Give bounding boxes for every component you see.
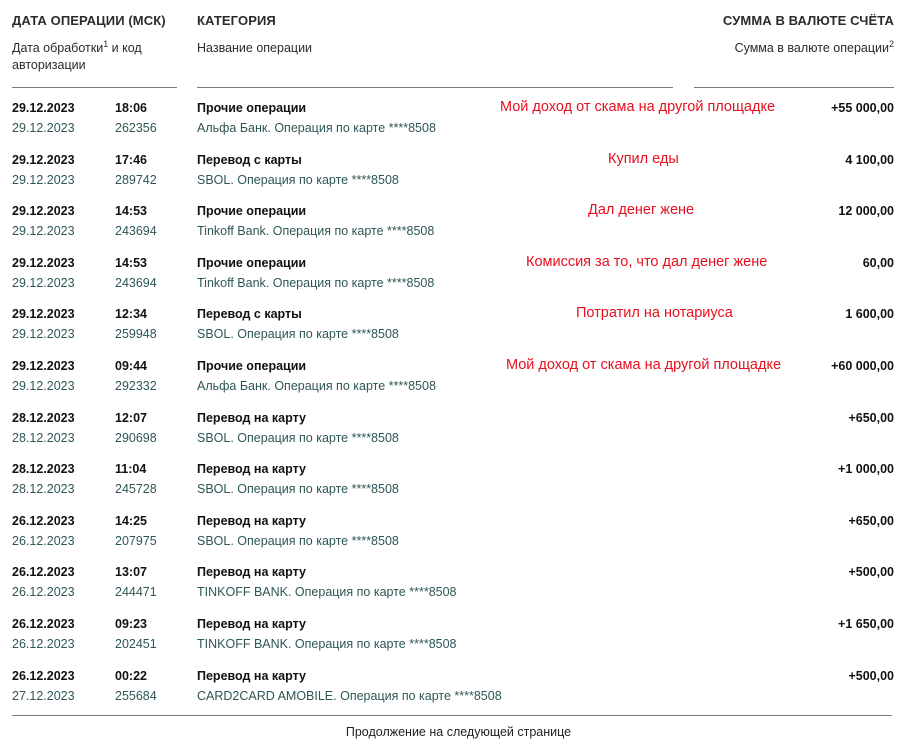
transaction-description: Tinkoff Bank. Операция по карте ****8508	[197, 275, 435, 290]
transaction-description: SBOL. Операция по карте ****8508	[197, 430, 399, 445]
transaction-date: 29.12.2023	[12, 152, 75, 167]
auth-code: 207975	[115, 533, 157, 548]
auth-code: 290698	[115, 430, 157, 445]
transaction-date: 29.12.2023	[12, 307, 75, 322]
table-row	[0, 253, 917, 308]
transaction-description: TINKOFF BANK. Операция по карте ****8508	[197, 585, 457, 600]
processing-date: 29.12.2023	[12, 327, 75, 342]
transaction-amount: 4 100,00	[845, 152, 894, 167]
transaction-amount: 12 000,00	[838, 204, 894, 219]
transaction-date: 29.12.2023	[12, 101, 75, 115]
subheader-amount-text: Сумма в валюте операции	[734, 41, 889, 55]
processing-date: 28.12.2023	[12, 430, 75, 445]
transaction-category: Прочие операции	[197, 204, 307, 219]
transaction-date: 29.12.2023	[12, 359, 75, 373]
transaction-time: 14:25	[115, 513, 147, 528]
column-header-category: КАТЕГОРИЯ	[197, 13, 276, 28]
processing-date: 26.12.2023	[12, 637, 75, 651]
transaction-description: Альфа Банк. Операция по карте ****8508	[197, 121, 436, 135]
transaction-description: CARD2CARD AMOBILE. Операция по карте ****8508	[197, 688, 502, 703]
footnote-marker-2: 2	[888, 38, 894, 49]
subheader-category: Название операции	[197, 41, 313, 55]
transaction-date: 26.12.2023	[12, 513, 75, 528]
footnote-marker-1: 1	[103, 38, 109, 49]
transaction-category: Перевод на карту	[197, 410, 306, 425]
table-row	[0, 307, 917, 359]
transaction-category: Прочие операции	[197, 101, 307, 115]
transaction-description: Альфа Банк. Операция по карте ****8508	[197, 379, 436, 393]
transaction-date: 29.12.2023	[12, 255, 75, 270]
handwritten-annotation: Комиссия за то, что дал денег жене	[526, 253, 768, 270]
processing-date: 29.12.2023	[12, 121, 75, 135]
auth-code: 245728	[115, 482, 157, 497]
transaction-amount: +1 650,00	[838, 617, 894, 631]
handwritten-annotation: Купил еды	[608, 150, 679, 167]
transaction-category: Перевод с карты	[197, 307, 302, 322]
column-header-amount: СУММА В ВАЛЮТЕ СЧЁТА	[722, 13, 894, 28]
transaction-category: Перевод на карту	[197, 462, 306, 477]
processing-date: 29.12.2023	[12, 172, 75, 187]
transaction-amount: +650,00	[848, 410, 894, 425]
transaction-time: 12:07	[115, 410, 147, 425]
transaction-amount: 60,00	[862, 255, 894, 270]
transaction-amount: +60 000,00	[831, 359, 894, 373]
auth-code: 202451	[115, 637, 157, 651]
transaction-date: 28.12.2023	[12, 410, 75, 425]
auth-code: 255684	[115, 688, 157, 703]
table-row	[0, 204, 917, 256]
handwritten-annotation: Мой доход от скама на другой площадке	[500, 99, 776, 115]
transaction-category: Перевод с карты	[197, 152, 302, 167]
transaction-category: Перевод на карту	[197, 617, 306, 631]
transaction-description: SBOL. Операция по карте ****8508	[197, 482, 399, 497]
table-row	[0, 101, 917, 153]
footer-divider	[12, 715, 892, 716]
transaction-time: 14:53	[115, 255, 147, 270]
auth-code: 243694	[115, 224, 157, 239]
auth-code: 262356	[115, 121, 157, 135]
transaction-amount: 1 600,00	[845, 307, 894, 322]
transaction-category: Перевод на карту	[197, 668, 306, 683]
transaction-time: 00:22	[115, 668, 147, 683]
subheader-date	[12, 40, 142, 74]
transaction-time: 18:06	[115, 101, 147, 115]
header-divider-category	[197, 87, 673, 88]
table-row	[0, 150, 917, 205]
table-row	[0, 669, 917, 721]
transaction-time: 09:44	[115, 359, 147, 373]
transaction-amount: +650,00	[848, 513, 894, 528]
transaction-date: 29.12.2023	[12, 204, 75, 219]
continuation-text: Продолжение на следующей странице	[345, 725, 572, 739]
transaction-description: Tinkoff Bank. Операция по карте ****8508	[197, 224, 435, 239]
table-row	[0, 359, 917, 411]
column-header-date: ДАТА ОПЕРАЦИИ (МСК)	[12, 13, 166, 28]
table-row	[0, 462, 917, 514]
auth-code: 244471	[115, 585, 157, 600]
auth-code: 289742	[115, 172, 157, 187]
transaction-category: Прочие операции	[197, 359, 307, 373]
subheader-amount	[735, 40, 894, 57]
auth-code: 292332	[115, 379, 157, 393]
table-row	[0, 565, 917, 617]
transaction-amount: +55 000,00	[831, 101, 894, 115]
transaction-date: 26.12.2023	[12, 668, 75, 683]
handwritten-annotation: Потратил на нотариуса	[576, 305, 733, 322]
subheader-date-line2: авторизации	[12, 58, 86, 72]
transaction-description: SBOL. Операция по карте ****8508	[197, 533, 399, 548]
auth-code: 243694	[115, 275, 157, 290]
processing-date: 29.12.2023	[12, 224, 75, 239]
transaction-amount: +1 000,00	[838, 462, 894, 477]
table-row	[0, 411, 917, 463]
handwritten-annotation: Мой доход от скама на другой площадке	[506, 357, 782, 373]
transaction-category: Перевод на карту	[197, 565, 306, 580]
transaction-amount: +500,00	[848, 565, 894, 580]
transaction-amount: +500,00	[848, 668, 894, 683]
processing-date: 29.12.2023	[12, 275, 75, 290]
table-row	[0, 617, 917, 669]
transaction-description: SBOL. Операция по карте ****8508	[197, 172, 399, 187]
transaction-time: 14:53	[115, 204, 147, 219]
transaction-category: Прочие операции	[197, 255, 307, 270]
processing-date: 28.12.2023	[12, 482, 75, 497]
subheader-date-tail: и код	[108, 41, 142, 55]
transaction-date: 26.12.2023	[12, 617, 75, 631]
auth-code: 259948	[115, 327, 157, 342]
processing-date: 26.12.2023	[12, 585, 75, 600]
header-divider-date	[12, 87, 177, 88]
transaction-description: SBOL. Операция по карте ****8508	[197, 327, 399, 342]
transaction-time: 13:07	[115, 565, 147, 580]
subheader-date-text: Дата обработки	[12, 41, 104, 55]
header-divider-amount	[694, 87, 894, 88]
processing-date: 27.12.2023	[12, 688, 75, 703]
transaction-time: 09:23	[115, 617, 147, 631]
handwritten-annotation: Дал денег жене	[588, 202, 695, 219]
processing-date: 29.12.2023	[12, 379, 75, 393]
table-row	[0, 514, 917, 566]
transaction-date: 28.12.2023	[12, 462, 75, 477]
transaction-time: 11:04	[115, 462, 147, 477]
transaction-time: 17:46	[115, 152, 147, 167]
transaction-description: TINKOFF BANK. Операция по карте ****8508	[197, 637, 457, 651]
transaction-date: 26.12.2023	[12, 565, 75, 580]
transaction-time: 12:34	[115, 307, 147, 322]
processing-date: 26.12.2023	[12, 533, 75, 548]
transaction-category: Перевод на карту	[197, 513, 306, 528]
